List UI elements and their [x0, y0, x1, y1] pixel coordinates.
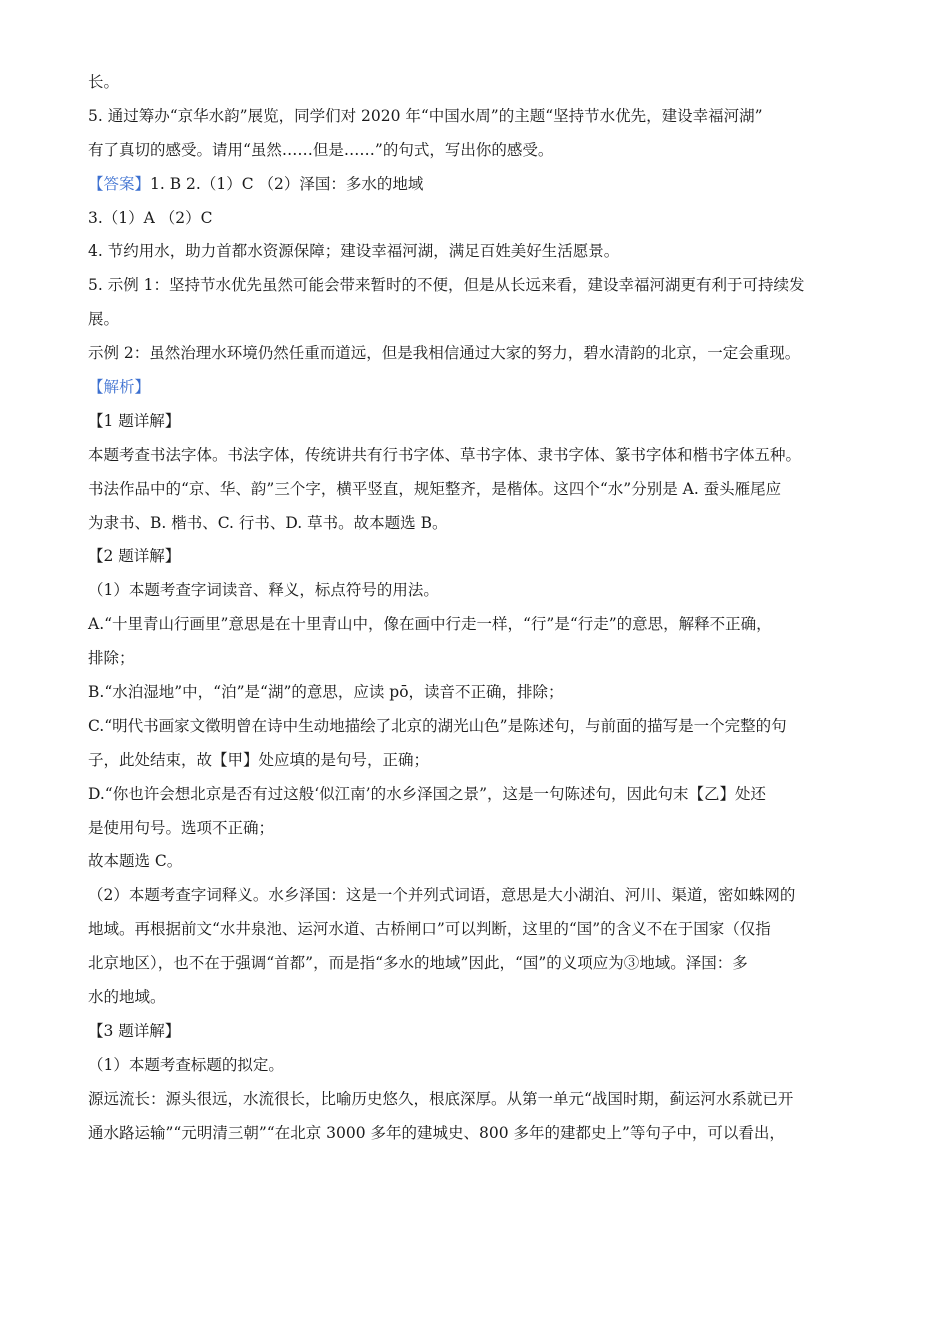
section-2-line-3: 排除；: [88, 649, 135, 668]
section-3-line-1: （1）本题考查标题的拟定。: [88, 1055, 284, 1074]
section-3-line-3: 通水路运输”“元明清三朝”“在北京 3000 多年的建城史、800 多年的建都史上”等句子中，可以看出，: [88, 1123, 785, 1142]
answer-line-6: 示例 2：虽然治理水环境仍然任重而道远，但是我相信通过大家的努力，碧水清韵的北京，一定会重现。: [88, 344, 801, 363]
section-1-line-3: 为隶书、B. 楷书、C. 行书、D. 草书。故本题选 B。: [88, 513, 448, 532]
answer-line-1: [88, 174, 863, 194]
section-3-heading: 【3 题详解】: [88, 1021, 181, 1040]
section-3-line-2: 源远流长：源头很远，水流很长，比喻历史悠久，根底深厚。从第一单元“战国时期，蓟运河水系就已开: [88, 1089, 794, 1108]
section-2-line-6: 子，此处结束，故【甲】处应填的是句号，正确；: [88, 750, 430, 769]
section-2-line-11: 地域。再根据前文“水井泉池、运河水道、古桥闸口”可以判断，这里的“国”的含义不在于国家（仅指: [88, 920, 771, 939]
section-2-heading: 【2 题详解】: [88, 547, 181, 566]
answer-line-2: 3.（1）A （2）C: [88, 208, 213, 227]
section-2-line-10: （2）本题考查字词释义。水乡泽国：这是一个并列式词语，意思是大小湖泊、河川、渠道，密如蛛网的: [88, 886, 796, 905]
text-line-1: 长。: [88, 73, 120, 91]
answer-line-4: 5. 示例 1：坚持节水优先虽然可能会带来暂时的不便，但是从长远来看，建设幸福河湖更有利于可持续发: [88, 276, 805, 295]
answer-line-5: 展。: [88, 310, 120, 329]
section-2-line-4: B.“水泊湿地”中，“泊”是“湖”的意思，应读 pō，读音不正确，排除；: [88, 683, 564, 702]
answer-text: 1. B 2.（1）C （2）泽国：多水的地域: [150, 174, 424, 193]
section-1-line-2: 书法作品中的“京、华、韵”三个字，横平竖直，规矩整齐，是楷体。这四个“水”分别是 A. 蚕头雁尾应: [88, 479, 782, 498]
section-2-line-1: （1）本题考查字词读音、释义，标点符号的用法。: [88, 581, 439, 600]
question-5-line-1: 5. 通过筹办“京华水韵”展览，同学们对 2020 年“中国水周”的主题“坚持节水优先，建设幸福河湖”: [88, 106, 763, 125]
section-1-heading: 【1 题详解】: [88, 411, 181, 430]
answer-label: 【答案】: [88, 174, 151, 193]
section-1-line-1: 本题考查书法字体。书法字体，传统讲共有行书字体、草书字体、隶书字体、篆书字体和楷书字体五种。: [88, 445, 802, 464]
section-2-line-12: 北京地区），也不在于强调“首都”，而是指“多水的地域”因此，“国”的义项应为③地域。泽国：多: [88, 954, 748, 973]
document-page: [88, 72, 863, 1157]
section-2-line-13: 水的地域。: [88, 988, 166, 1007]
section-2-line-7: D.“你也许会想北京是否有过这般‘似江南’的水乡泽国之景”，这是一句陈述句，因此句末【乙】处还: [88, 784, 767, 803]
section-2-line-9: 故本题选 C。: [88, 852, 183, 871]
analysis-label: 【解析】: [88, 378, 151, 397]
section-2-line-8: 是使用句号。选项不正确；: [88, 818, 275, 837]
answer-line-3: 4. 节约用水，助力首都水资源保障；建设幸福河湖，满足百姓美好生活愿景。: [88, 242, 620, 261]
section-2-line-2: A.“十里青山行画里”意思是在十里青山中，像在画中行走一样，“行”是“行走”的意思，解释不正确，: [88, 615, 772, 634]
question-5-line-2: 有了真切的感受。请用“虽然……但是……”的句式，写出你的感受。: [88, 140, 554, 159]
section-2-line-5: C.“明代书画家文徵明曾在诗中生动地描绘了北京的湖光山色”是陈述句，与前面的描写是一个完整的句: [88, 716, 787, 735]
